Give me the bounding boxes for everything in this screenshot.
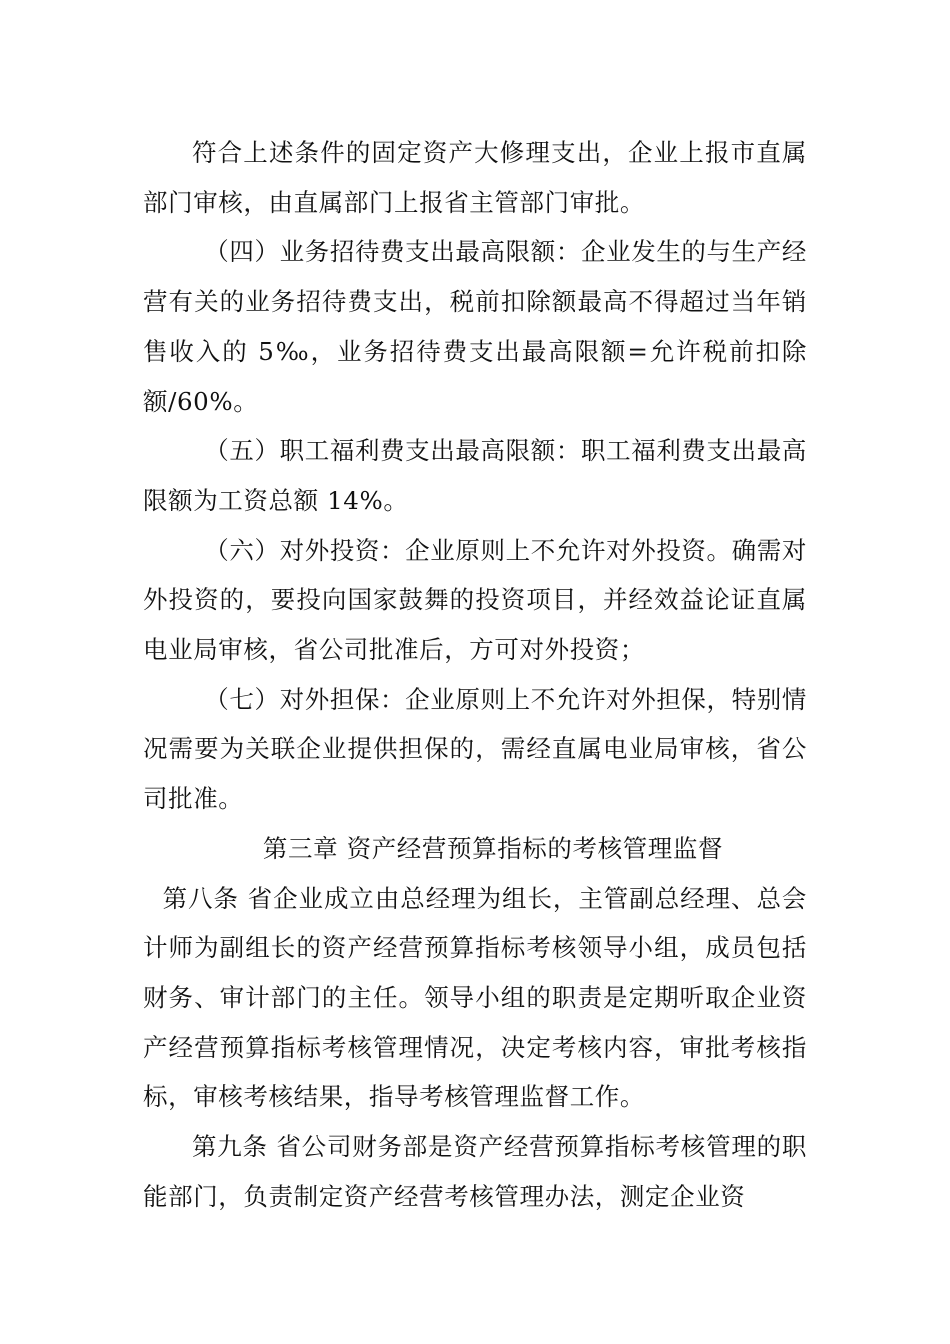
paragraph-fixed-asset-repair: 符合上述条件的固定资产大修理支出，企业上报市直属部门审核，由直属部门上报省主管部门审批。 [143, 138, 807, 217]
paragraph-article-9: 第九条 省公司财务部是资产经营预算指标考核管理的职能部门，负责制定资产经营考核管理办法，测定企业资 [143, 1132, 807, 1211]
paragraph-external-guarantee: （七）对外担保：企业原则上不允许对外担保，特别情况需要为关联企业提供担保的，需经直属电业局审核，省公司批准。 [143, 684, 807, 814]
paragraph-hospitality-limit: （四）业务招待费支出最高限额：企业发生的与生产经营有关的业务招待费支出，税前扣除额最高不得超过当年销售收入的 5‰，业务招待费支出最高限额=允许税前扣除额/60%。 [143, 237, 807, 416]
document-body [143, 128, 807, 1221]
chapter-heading: 第三章 资产经营预算指标的考核管理监督 [262, 833, 724, 863]
paragraph-external-investment: （六）对外投资：企业原则上不允许对外投资。确需对外投资的，要投向国家鼓舞的投资项目，并经效益论证直属电业局审核，省公司批准后，方可对外投资； [143, 535, 807, 665]
paragraph-welfare-limit: （五）职工福利费支出最高限额：职工福利费支出最高限额为工资总额 14%。 [143, 436, 807, 515]
paragraph-article-8: 第八条 省企业成立由总经理为组长，主管副总经理、总会计师为副组长的资产经营预算指标考核领导小组，成员包括财务、审计部门的主任。领导小组的职责是定期听取企业资产经营预算指标考核管理情况，决定考核内容，审批考核指标，审核考核结果，指导考核管理监督工作。 [143, 883, 807, 1112]
